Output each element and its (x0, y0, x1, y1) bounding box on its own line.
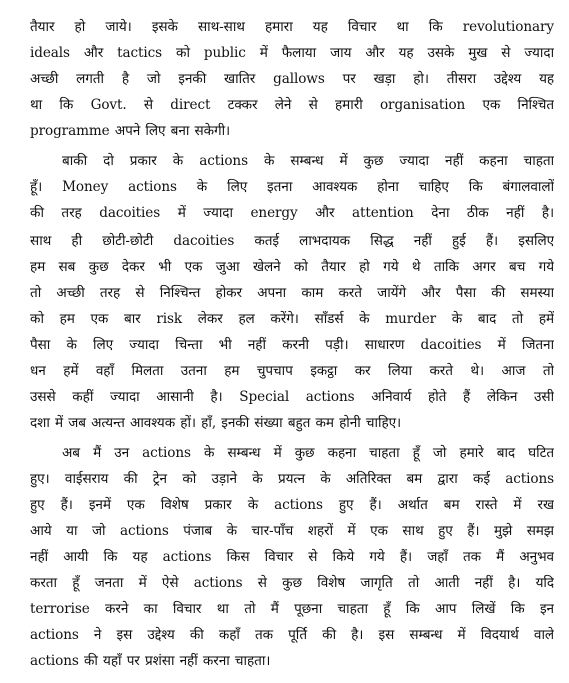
text-line: बाकी दो प्रकार के actions के सम्बन्ध में कुछ ज्यादा नहीं कहना चाहता (62, 153, 554, 169)
text-line: आये या जो actions पंजाब के चार-पाँच शहरों में एक साथ हुए हैं। मुझे समझ (30, 523, 554, 539)
text-line: अच्छी लगती है जो इनकी खातिर gallows पर खड़ा हो। तीसरा उद्देश्य यह (30, 71, 554, 87)
text-line: हुए हैं। इनमें एक विशेष प्रकार के actions हुए हैं। अर्थात बम रास्ते में रख (30, 497, 554, 513)
text-line: धन हमें वहाँ मिलता उतना हम चुपचाप इकट्ठा कर लिया करते थे। आज तो (30, 363, 554, 379)
text-line: की तरह dacoities में ज्यादा energy और attention देना ठीक नहीं है। (30, 205, 554, 221)
text-line: था कि Govt. से direct टक्कर लेने से हमारी organisation एक निश्चित (30, 97, 554, 113)
text-line: हूँ। Money actions के लिए इतना आवश्यक होना चाहिए कि बंगालवालों (30, 179, 554, 195)
text-line: पैसा के लिए ज्यादा चिन्ता भी नहीं करनी पड़ी। साधारण dacoities में जितना (30, 337, 554, 353)
text-line: terrorise करने का विचार था तो मैं पूछना चाहता हूँ कि आप लिखें कि इन (30, 601, 554, 617)
text-line: actions की यहाँ पर प्रशंसा नहीं करना चाहता। (30, 653, 271, 669)
text-line: तैयार हो जाये। इसके साथ-साथ हमारा यह विचार था कि revolutionary (30, 19, 554, 35)
text-line: करता हूँ जनता में ऐसे actions से कुछ विशेष जागृति तो आती नहीं है। यदि (30, 575, 554, 591)
text-line: उससे कहीं ज्यादा आसानी है। Special actions अनिवार्य होते हैं लेकिन उसी (30, 389, 554, 405)
text-line: ideals और tactics को public में फैलाया जाय और यह उसके मुख से ज्यादा (30, 45, 554, 61)
text-line: actions ने इस उद्देश्य की कहाँ तक पूर्ति की है। इस सम्बन्ध में विदयार्थ वाले (30, 627, 554, 643)
text-line: दशा में जब अत्यन्त आवश्यक हों। हाँ, इनकी संख्या बहुत कम होनी चाहिए। (30, 415, 402, 431)
text-line: हम सब कुछ देकर भी एक जुआ खेलने को तैयार हो गये थे ताकि अगर बच गये (30, 259, 554, 275)
text-line: तो अच्छी तरह से निश्चिन्त होकर अपना काम करते जायेंगे और पैसा की समस्या (30, 285, 554, 301)
text-line: हुए। वाईसराय की ट्रेन को उड़ाने के प्रयत्न के अतिरिक्त बम द्वारा कई actions (30, 471, 554, 487)
text-line: साथ ही छोटी-छोटी dacoities कतई लाभदायक सिद्ध नहीं हुई हैं। इसलिए (30, 233, 554, 249)
text-line: अब मैं उन actions के सम्बन्ध में कुछ कहना चाहता हूँ जो हमारे बाद घटित (62, 445, 554, 461)
text-line: को हम एक बार risk लेकर हल करेंगे। साँडर्स के murder के बाद तो हमें (30, 311, 554, 327)
text-line: नहीं आयी कि यह actions किस विचार से किये गये हैं। जहाँ तक मैं अनुभव (30, 549, 554, 565)
text-line: programme अपने लिए बना सकेगी। (30, 123, 231, 139)
